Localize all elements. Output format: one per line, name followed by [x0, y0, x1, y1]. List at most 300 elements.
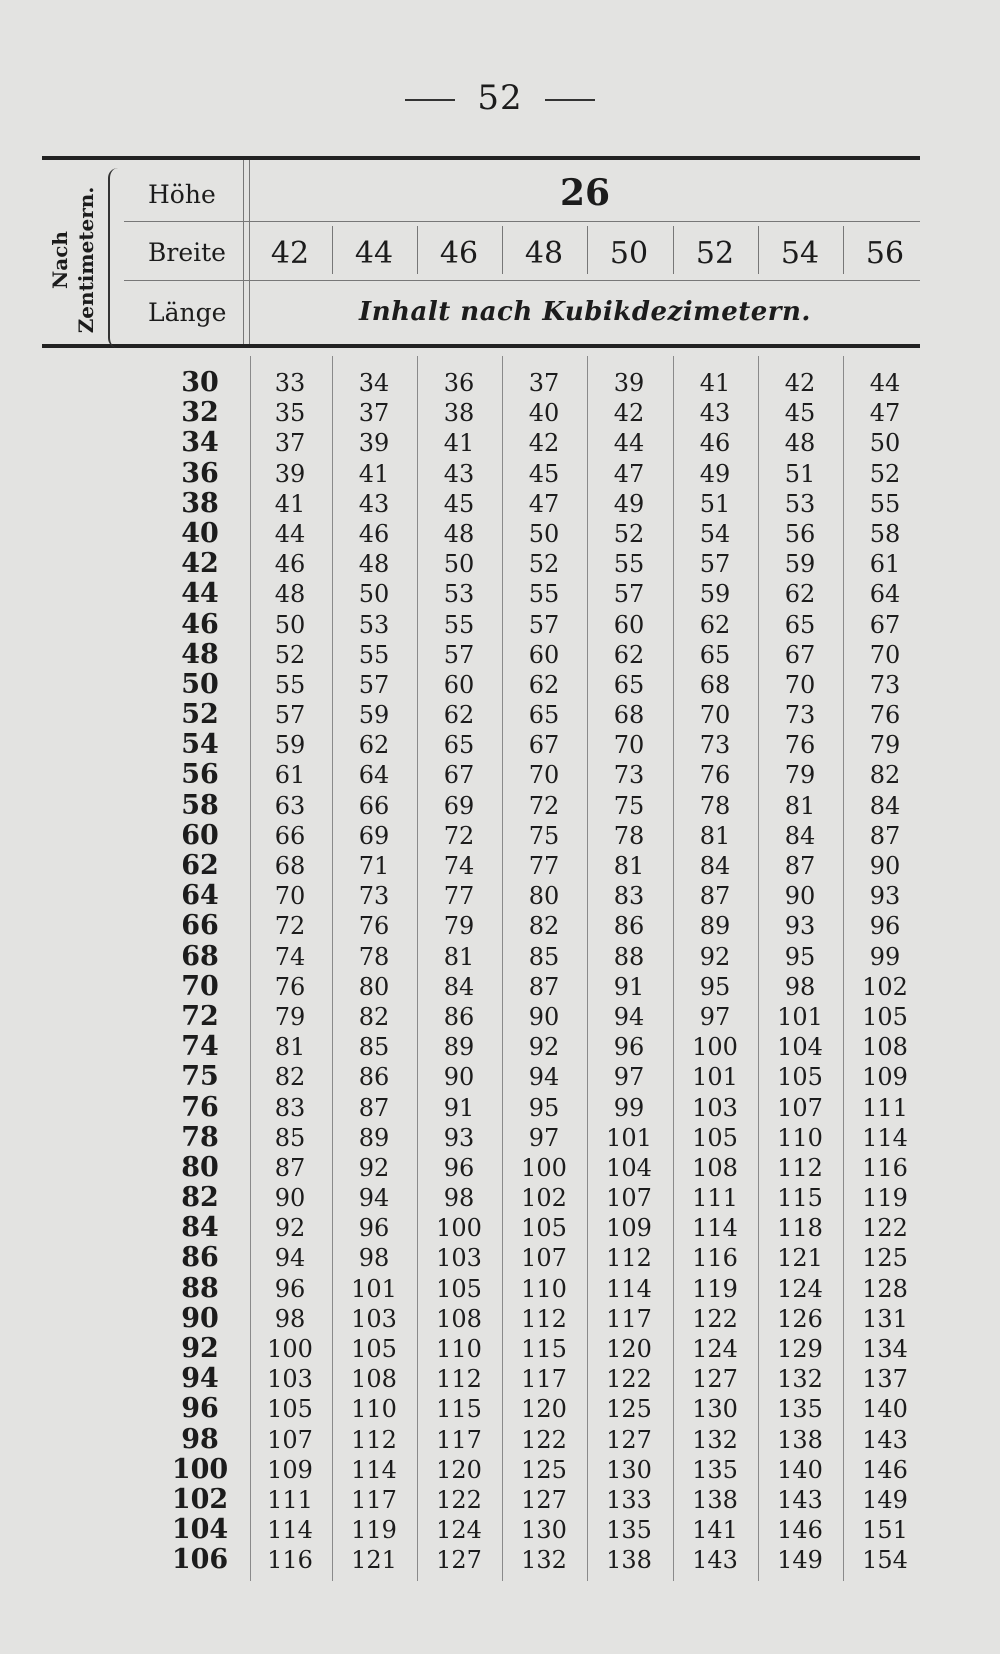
laenge-value: 40	[181, 517, 219, 549]
volume-cell: 56	[784, 519, 816, 548]
laenge-value: 88	[181, 1272, 219, 1304]
volume-cell: 80	[528, 882, 560, 911]
volume-cell: 50	[443, 550, 475, 579]
volume-cell: 124	[777, 1274, 823, 1303]
volume-cell: 114	[862, 1123, 908, 1152]
laenge-value: 106	[171, 1544, 229, 1576]
volume-cell: 48	[358, 550, 390, 579]
volume-cell: 48	[784, 429, 816, 458]
table-row	[0, 1455, 1000, 1485]
volume-cell: 105	[351, 1335, 397, 1363]
volume-cell: 140	[862, 1395, 908, 1424]
volume-cell: 110	[436, 1335, 482, 1363]
volume-cell: 108	[862, 1033, 908, 1062]
volume-cell: 53	[443, 580, 475, 609]
volume-cell: 146	[777, 1516, 823, 1545]
volume-cell: 115	[777, 1184, 823, 1213]
volume-cell: 140	[777, 1455, 823, 1484]
volume-cell: 53	[358, 610, 390, 639]
side-label-text	[47, 187, 99, 334]
volume-cell: 72	[274, 912, 306, 941]
volume-cell: 114	[267, 1516, 313, 1545]
volume-cell: 127	[521, 1485, 567, 1514]
volume-cell: 91	[613, 972, 645, 1001]
table-row	[0, 881, 1000, 911]
table-row	[0, 821, 1000, 851]
volume-cell: 86	[358, 1063, 390, 1092]
volume-cell: 57	[613, 580, 645, 609]
volume-cell: 55	[613, 550, 645, 579]
volume-cell: 76	[699, 761, 731, 790]
volume-cell: 59	[784, 550, 816, 579]
volume-cell: 41	[274, 489, 306, 518]
volume-cell: 88	[613, 942, 645, 971]
volume-cell: 115	[521, 1335, 567, 1363]
laenge-value: 84	[181, 1212, 219, 1244]
volume-cell: 98	[358, 1244, 390, 1273]
volume-cell: 143	[692, 1546, 738, 1575]
volume-cell: 101	[351, 1274, 397, 1303]
volume-cell: 118	[777, 1214, 823, 1243]
volume-cell: 125	[521, 1455, 567, 1484]
page-number	[0, 78, 1000, 118]
table-row	[0, 851, 1000, 881]
volume-cell: 50	[274, 610, 306, 639]
volume-cell: 65	[613, 670, 645, 699]
volume-cell: 55	[274, 670, 306, 699]
volume-cell: 119	[862, 1184, 908, 1213]
volume-cell: 100	[521, 1153, 567, 1182]
volume-cell: 105	[862, 1002, 908, 1031]
volume-cell: 45	[528, 459, 560, 488]
volume-cell: 40	[528, 399, 560, 428]
volume-cell: 60	[613, 610, 645, 639]
breite-value: 42	[270, 236, 310, 271]
volume-cell: 87	[869, 821, 901, 850]
volume-cell: 43	[443, 459, 475, 488]
volume-cell: 70	[784, 670, 816, 699]
volume-cell: 86	[443, 1002, 475, 1031]
table-row	[0, 459, 1000, 489]
volume-cell: 44	[274, 519, 306, 548]
volume-cell: 41	[443, 429, 475, 458]
volume-cell: 65	[443, 731, 475, 760]
volume-cell: 59	[358, 701, 390, 730]
laenge-value: 48	[181, 638, 219, 670]
breite-value: 50	[609, 236, 649, 271]
volume-cell: 103	[351, 1304, 397, 1333]
volume-cell: 65	[528, 701, 560, 730]
volume-cell: 49	[613, 489, 645, 518]
volume-cell: 62	[613, 640, 645, 669]
table-row	[0, 1093, 1000, 1123]
volume-cell: 130	[606, 1455, 652, 1484]
breite-separator	[332, 226, 333, 274]
volume-cell: 107	[777, 1093, 823, 1122]
volume-cell: 41	[358, 459, 390, 488]
volume-cell: 59	[699, 580, 731, 609]
table-row	[0, 791, 1000, 821]
volume-cell: 124	[692, 1335, 738, 1363]
volume-cell: 34	[358, 369, 390, 397]
volume-cell: 37	[274, 429, 306, 458]
volume-cell: 143	[777, 1485, 823, 1514]
table-row	[0, 1153, 1000, 1183]
volume-cell: 65	[699, 640, 731, 669]
volume-cell: 90	[528, 1002, 560, 1031]
laenge-value: 96	[181, 1393, 219, 1425]
breite-separator	[758, 226, 759, 274]
volume-cell: 67	[784, 640, 816, 669]
volume-cell: 60	[528, 640, 560, 669]
table-row	[0, 549, 1000, 579]
volume-cell: 112	[351, 1425, 397, 1454]
volume-cell: 126	[777, 1304, 823, 1333]
volume-cell: 70	[274, 882, 306, 911]
volume-cell: 73	[699, 731, 731, 760]
breite-separator	[417, 226, 418, 274]
volume-cell: 95	[528, 1093, 560, 1122]
laenge-value: 58	[181, 789, 219, 821]
volume-cell: 64	[869, 580, 901, 609]
header-vertical-line-a	[243, 160, 244, 344]
laenge-value: 30	[181, 367, 219, 398]
volume-cell: 62	[358, 731, 390, 760]
volume-cell: 55	[443, 610, 475, 639]
volume-cell: 105	[436, 1274, 482, 1303]
volume-cell: 67	[443, 761, 475, 790]
volume-cell: 95	[699, 972, 731, 1001]
volume-cell: 76	[358, 912, 390, 941]
volume-cell: 87	[699, 882, 731, 911]
volume-cell: 37	[358, 399, 390, 428]
volume-cell: 100	[692, 1033, 738, 1062]
volume-cell: 52	[528, 550, 560, 579]
volume-cell: 61	[274, 761, 306, 790]
table-row	[0, 1274, 1000, 1304]
table-row	[0, 972, 1000, 1002]
volume-cell: 66	[274, 821, 306, 850]
laenge-value: 68	[181, 940, 219, 972]
volume-cell: 46	[274, 550, 306, 579]
volume-cell: 97	[528, 1123, 560, 1152]
volume-cell: 91	[443, 1093, 475, 1122]
volume-cell: 103	[267, 1365, 313, 1394]
volume-cell: 93	[869, 882, 901, 911]
volume-cell: 115	[436, 1395, 482, 1424]
breite-separator	[502, 226, 503, 274]
volume-cell: 77	[443, 882, 475, 911]
volume-cell: 154	[862, 1546, 908, 1575]
volume-cell: 109	[862, 1063, 908, 1092]
volume-cell: 102	[521, 1184, 567, 1213]
volume-cell: 149	[862, 1485, 908, 1514]
volume-cell: 97	[613, 1063, 645, 1092]
volume-cell: 81	[274, 1033, 306, 1062]
volume-cell: 114	[606, 1274, 652, 1303]
volume-cell: 96	[869, 912, 901, 941]
volume-cell: 122	[436, 1485, 482, 1514]
laenge-value: 92	[181, 1333, 219, 1364]
volume-cell: 78	[613, 821, 645, 850]
volume-cell: 74	[443, 852, 475, 880]
table-row	[0, 911, 1000, 941]
laenge-value: 74	[181, 1031, 219, 1063]
volume-cell: 87	[274, 1153, 306, 1182]
laenge-value: 54	[181, 729, 219, 761]
laenge-value: 104	[171, 1514, 229, 1546]
breite-separator	[843, 226, 844, 274]
volume-cell: 41	[699, 369, 731, 397]
volume-cell: 81	[699, 821, 731, 850]
volume-cell: 58	[869, 519, 901, 548]
volume-cell: 117	[521, 1365, 567, 1394]
volume-cell: 122	[606, 1365, 652, 1394]
volume-cell: 75	[528, 821, 560, 850]
volume-cell: 85	[274, 1123, 306, 1152]
volume-cell: 111	[862, 1093, 908, 1122]
laenge-value: 56	[181, 759, 219, 791]
volume-cell: 85	[358, 1033, 390, 1062]
table-row	[0, 1364, 1000, 1394]
volume-cell: 83	[613, 882, 645, 911]
volume-cell: 133	[606, 1485, 652, 1514]
volume-cell: 80	[358, 972, 390, 1001]
volume-cell: 52	[613, 519, 645, 548]
volume-cell: 121	[777, 1244, 823, 1273]
volume-cell: 62	[784, 580, 816, 609]
volume-cell: 68	[699, 670, 731, 699]
volume-cell: 108	[692, 1153, 738, 1182]
volume-cell: 84	[699, 852, 731, 880]
page-number-text: 52	[477, 78, 523, 118]
volume-cell: 81	[613, 852, 645, 880]
volume-cell: 92	[699, 942, 731, 971]
volume-cell: 119	[351, 1516, 397, 1545]
volume-cell: 62	[528, 670, 560, 699]
laenge-value: 32	[181, 397, 219, 429]
volume-cell: 90	[784, 882, 816, 911]
volume-cell: 42	[528, 429, 560, 458]
volume-cell: 94	[528, 1063, 560, 1092]
volume-cell: 108	[351, 1365, 397, 1394]
volume-cell: 92	[358, 1153, 390, 1182]
side-label-line-2: Zentimetern.	[74, 186, 98, 334]
breite-value: 46	[439, 236, 479, 271]
volume-cell: 95	[784, 942, 816, 971]
volume-cell: 127	[436, 1546, 482, 1575]
volume-cell: 111	[267, 1485, 313, 1514]
breite-value: 56	[865, 236, 905, 271]
header-bottom-rule	[42, 344, 920, 348]
volume-cell: 116	[267, 1546, 313, 1575]
volume-cell: 120	[521, 1395, 567, 1424]
volume-cell: 39	[613, 369, 645, 397]
volume-cell: 85	[528, 942, 560, 971]
dash-left	[405, 99, 455, 101]
volume-cell: 110	[777, 1123, 823, 1152]
table-row	[0, 1123, 1000, 1153]
volume-cell: 53	[784, 489, 816, 518]
volume-cell: 116	[692, 1244, 738, 1273]
laenge-value: 72	[181, 1000, 219, 1032]
volume-cell: 37	[528, 369, 560, 397]
volume-cell: 60	[443, 670, 475, 699]
laenge-value: 98	[181, 1423, 219, 1455]
volume-cell: 59	[274, 731, 306, 760]
volume-cell: 114	[692, 1214, 738, 1243]
volume-cell: 96	[358, 1214, 390, 1243]
volume-cell: 117	[351, 1485, 397, 1514]
volume-cell: 96	[443, 1153, 475, 1182]
volume-cell: 62	[699, 610, 731, 639]
volume-cell: 105	[692, 1123, 738, 1152]
table-row	[0, 1032, 1000, 1062]
volume-cell: 134	[862, 1335, 908, 1363]
volume-cell: 50	[869, 429, 901, 458]
volume-cell: 107	[267, 1425, 313, 1454]
volume-cell: 93	[443, 1123, 475, 1152]
volume-cell: 104	[606, 1153, 652, 1182]
volume-cell: 36	[443, 369, 475, 397]
volume-cell: 79	[274, 1002, 306, 1031]
volume-cell: 98	[784, 972, 816, 1001]
volume-cell: 89	[358, 1123, 390, 1152]
volume-cell: 72	[528, 791, 560, 820]
volume-cell: 90	[443, 1063, 475, 1092]
volume-cell: 89	[443, 1033, 475, 1062]
volume-cell: 109	[267, 1455, 313, 1484]
table-row	[0, 398, 1000, 428]
laenge-value: 86	[181, 1242, 219, 1274]
volume-cell: 43	[358, 489, 390, 518]
volume-cell: 39	[358, 429, 390, 458]
table-row	[0, 1425, 1000, 1455]
laenge-value: 94	[181, 1363, 219, 1395]
table-row	[0, 1334, 1000, 1364]
volume-cell: 122	[521, 1425, 567, 1454]
volume-cell: 47	[528, 489, 560, 518]
volume-cell: 119	[692, 1274, 738, 1303]
volume-cell: 77	[528, 852, 560, 880]
volume-cell: 151	[862, 1516, 908, 1545]
volume-cell: 46	[699, 429, 731, 458]
volume-cell: 101	[777, 1002, 823, 1031]
volume-cell: 135	[606, 1516, 652, 1545]
volume-cell: 76	[869, 701, 901, 730]
volume-cell: 79	[869, 731, 901, 760]
laenge-value: 42	[181, 548, 219, 580]
volume-cell: 99	[613, 1093, 645, 1122]
volume-cell: 84	[869, 791, 901, 820]
inhalt-label: Inhalt nach Kubikdezimetern.	[359, 297, 811, 327]
volume-cell: 52	[274, 640, 306, 669]
volume-cell: 46	[358, 519, 390, 548]
volume-cell: 50	[358, 580, 390, 609]
table-row	[0, 1002, 1000, 1032]
laenge-value: 100	[171, 1453, 229, 1485]
volume-cell: 43	[699, 399, 731, 428]
volume-cell: 135	[777, 1395, 823, 1424]
table-row	[0, 640, 1000, 670]
volume-cell: 98	[443, 1184, 475, 1213]
table-row	[0, 428, 1000, 458]
volume-cell: 132	[692, 1425, 738, 1454]
table-row	[0, 1183, 1000, 1213]
volume-cell: 57	[699, 550, 731, 579]
volume-cell: 146	[862, 1455, 908, 1484]
volume-cell: 104	[777, 1033, 823, 1062]
volume-cell: 51	[784, 459, 816, 488]
volume-cell: 90	[274, 1184, 306, 1213]
volume-cell: 82	[528, 912, 560, 941]
volume-cell: 51	[699, 489, 731, 518]
volume-cell: 82	[358, 1002, 390, 1031]
volume-cell: 109	[606, 1214, 652, 1243]
volume-cell: 130	[692, 1395, 738, 1424]
volume-cell: 42	[613, 399, 645, 428]
volume-cell: 125	[862, 1244, 908, 1273]
laenge-label: Länge	[148, 298, 227, 327]
volume-cell: 135	[692, 1455, 738, 1484]
volume-cell: 131	[862, 1304, 908, 1333]
volume-cell: 138	[777, 1425, 823, 1454]
volume-cell: 50	[528, 519, 560, 548]
volume-cell: 81	[443, 942, 475, 971]
volume-cell: 107	[521, 1244, 567, 1273]
breite-value: 44	[354, 236, 394, 271]
volume-cell: 38	[443, 399, 475, 428]
volume-cell: 33	[274, 369, 306, 397]
volume-cell: 73	[358, 882, 390, 911]
volume-cell: 111	[692, 1184, 738, 1213]
volume-cell: 44	[869, 369, 901, 397]
volume-cell: 116	[862, 1153, 908, 1182]
volume-cell: 47	[613, 459, 645, 488]
volume-cell: 52	[869, 459, 901, 488]
brace	[108, 168, 124, 348]
volume-cell: 65	[784, 610, 816, 639]
volume-cell: 69	[358, 821, 390, 850]
volume-cell: 101	[606, 1123, 652, 1152]
volume-cell: 86	[613, 912, 645, 941]
laenge-value: 70	[181, 970, 219, 1002]
data-table	[0, 368, 1000, 1576]
volume-cell: 127	[692, 1365, 738, 1394]
volume-cell: 112	[521, 1304, 567, 1333]
volume-cell: 102	[862, 972, 908, 1001]
volume-cell: 62	[443, 701, 475, 730]
table-row	[0, 1062, 1000, 1092]
laenge-value: 38	[181, 487, 219, 519]
volume-cell: 47	[869, 399, 901, 428]
volume-cell: 129	[777, 1335, 823, 1363]
volume-cell: 94	[613, 1002, 645, 1031]
volume-cell: 75	[613, 791, 645, 820]
volume-cell: 69	[443, 791, 475, 820]
volume-cell: 67	[528, 731, 560, 760]
table-row	[0, 1545, 1000, 1575]
volume-cell: 57	[358, 670, 390, 699]
table-row	[0, 489, 1000, 519]
volume-cell: 82	[274, 1063, 306, 1092]
laenge-value: 66	[181, 910, 219, 942]
laenge-value: 80	[181, 1151, 219, 1183]
volume-cell: 82	[869, 761, 901, 790]
volume-cell: 76	[784, 731, 816, 760]
volume-cell: 71	[358, 852, 390, 880]
breite-separator	[587, 226, 588, 274]
